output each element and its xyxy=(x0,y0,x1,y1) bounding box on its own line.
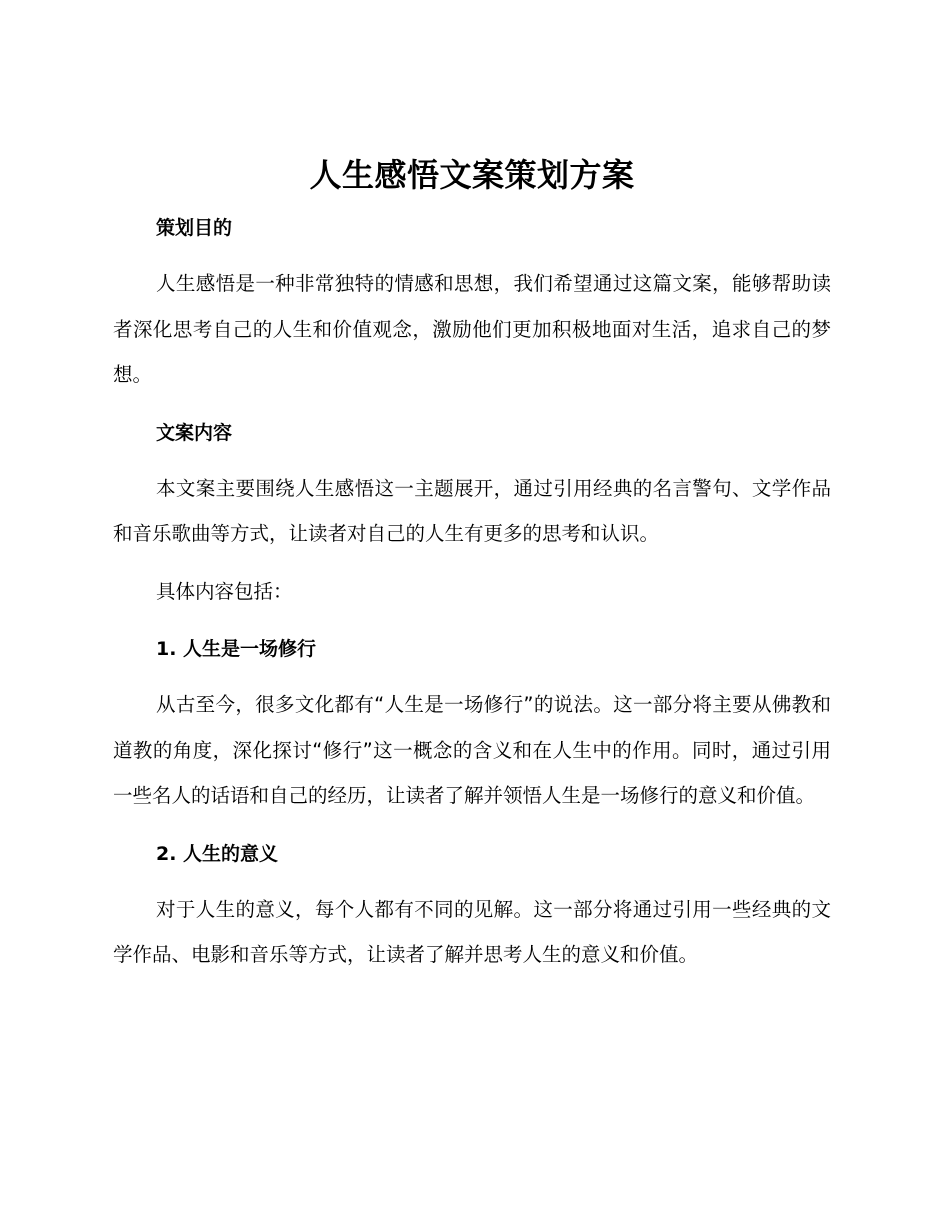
spacer xyxy=(113,456,831,466)
paragraph-item-2: 对于人生的意义，每个人都有不同的见解。这一部分将通过引用一些经典的文学作品、电影和音乐等方式，让读者了解并思考人生的意义和价值。 xyxy=(113,897,831,966)
paragraph-item-1: 从古至今，很多文化都有“人生是一场修行”的说法。这一部分将主要从佛教和道教的角度，深化探讨“修行”这一概念的含义和在人生中的作用。同时，通过引用一些名人的话语和自己的经历，让读者了解并领悟人生是一场修行的意义和价值。 xyxy=(113,693,831,807)
spacer xyxy=(113,557,831,569)
section-heading-item-1: 1. 人生是一场修行 xyxy=(156,638,317,660)
spacer xyxy=(113,877,831,887)
paragraph-content: 本文案主要围绕人生感悟这一主题展开，通过引用经典的名言警句、文学作品和音乐歌曲等方式，让读者对自己的人生有更多的思考和认识。 xyxy=(113,476,831,545)
spacer xyxy=(113,614,831,626)
list-intro: 具体内容包括： xyxy=(156,579,293,603)
spacer xyxy=(113,398,831,410)
spacer xyxy=(113,819,831,831)
section-heading-item-2: 2. 人生的意义 xyxy=(156,842,279,865)
paragraph-purpose: 人生感悟是一种非常独特的情感和思想，我们希望通过这篇文案，能够帮助读者深化思考自己的人生和价值观念，激励他们更加积极地面对生活，追求自己的梦想。 xyxy=(113,272,831,386)
document-body xyxy=(113,145,831,978)
section-heading-content: 文案内容 xyxy=(156,421,233,444)
spacer xyxy=(113,672,831,682)
spacer xyxy=(113,251,831,261)
document-title: 人生感悟文案策划方案 xyxy=(309,156,635,194)
section-heading-purpose: 策划目的 xyxy=(156,217,233,239)
